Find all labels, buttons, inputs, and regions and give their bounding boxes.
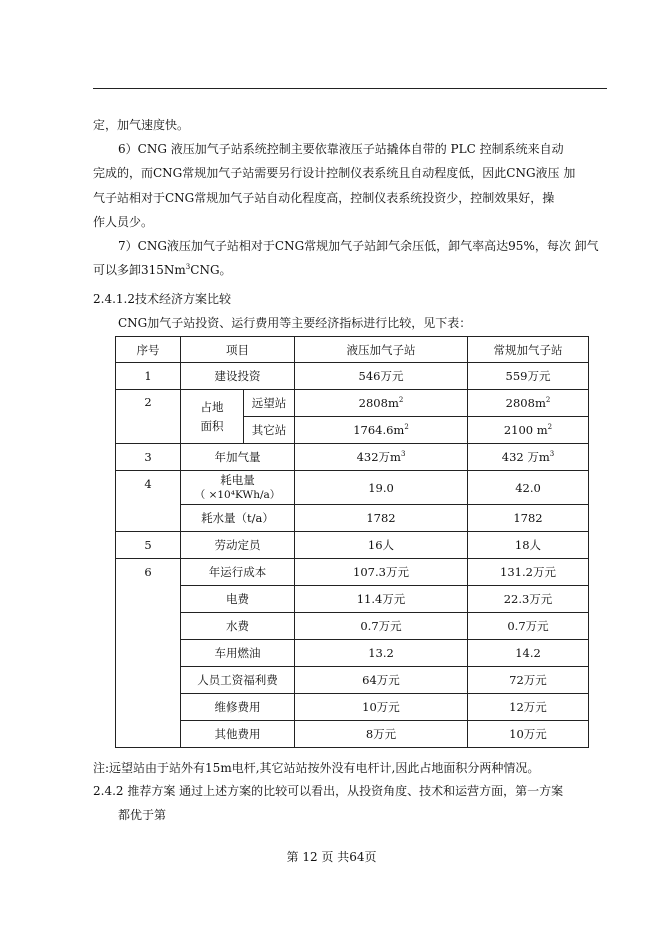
cell-hydraulic: 432万$m^3$ (295, 444, 468, 471)
cell-conventional: 2100 $m^2$ (468, 417, 589, 444)
cell-item: 电费 (181, 586, 295, 613)
cell-no: 1 (116, 363, 181, 390)
recommendation-line-1: 2.4.2 推荐方案 通过上述方案的比较可以看出，从投资角度、技术和运营方面，第一方案 (93, 784, 564, 798)
cell-subitem: 其它站 (244, 417, 295, 444)
header-item: 项目 (181, 337, 295, 363)
cell-conventional: 42.0 (468, 471, 589, 505)
table-note: 注:远望站由于站外有15m电杆,其它站站按外没有电杆计,因此占地面积分两种情况。 (93, 761, 540, 775)
table-row (116, 586, 589, 613)
table-row (116, 694, 589, 721)
cell-item: 其他费用 (181, 721, 295, 748)
cell-hydraulic: 1782 (295, 505, 468, 532)
cell-group: 占地 面积 (181, 390, 244, 444)
cell-conventional: 0.7万元 (468, 613, 589, 640)
cell-conventional: 14.2 (468, 640, 589, 667)
table-row (116, 471, 589, 505)
cell-no: 6 (116, 559, 181, 748)
section-heading: 2.4.1.2技术经济方案比较 (93, 292, 231, 306)
header-no: 序号 (116, 337, 181, 363)
cell-item: 年加气量 (181, 444, 295, 471)
para-line-5: 作人员少。 (93, 215, 154, 229)
cell-item: 耗电量 （ ×10⁴KWh/a） (181, 471, 295, 505)
cell-conventional: 72万元 (468, 667, 589, 694)
table-row (116, 667, 589, 694)
para-line-1: 定，加气速度快。 (93, 118, 190, 132)
cell-hydraulic: 10万元 (295, 694, 468, 721)
table-header-row (116, 337, 589, 363)
cell-conventional: 131.2万元 (468, 559, 589, 586)
cell-conventional: 18人 (468, 532, 589, 559)
header-hydraulic: 液压加气子站 (295, 337, 468, 363)
para-line-7: 可以多卸315Nm$^3$CNG。 (93, 263, 232, 277)
recommendation-line-2: 都优于第 (118, 808, 167, 822)
header-conventional: 常规加气子站 (468, 337, 589, 363)
table-row (116, 444, 589, 471)
cell-item: 建设投资 (181, 363, 295, 390)
para-line-4: 气子站相对于CNG常规加气子站自动化程度高，控制仪表系统投资少，控制效果好，操 (93, 191, 555, 205)
table-row (116, 559, 589, 586)
cell-item: 年运行成本 (181, 559, 295, 586)
header-rule (93, 88, 607, 89)
cell-hydraulic: 0.7万元 (295, 613, 468, 640)
cell-no: 5 (116, 532, 181, 559)
cell-conventional: 432 万$m^3$ (468, 444, 589, 471)
table-row (116, 721, 589, 748)
para-line-2: 6）CNG 液压加气子站系统控制主要依靠液压子站撬体自带的 PLC 控制系统来自动 (118, 142, 564, 156)
table-row (116, 613, 589, 640)
cell-hydraulic: 13.2 (295, 640, 468, 667)
cell-no: 4 (116, 471, 181, 532)
table-row (116, 640, 589, 667)
cell-hydraulic: 19.0 (295, 471, 468, 505)
cell-no: 2 (116, 390, 181, 444)
cell-no: 3 (116, 444, 181, 471)
cell-hydraulic: 546万元 (295, 363, 468, 390)
section-intro: CNG加气子站投资、运行费用等主要经济指标进行比较，见下表： (118, 316, 472, 330)
cell-conventional: 12万元 (468, 694, 589, 721)
cell-hydraulic: $1764.6m^2$ (295, 417, 468, 444)
para-line-3: 完成的，而CNG常规加气子站需要另行设计控制仪表系统且自动程度低，因此CNG液压 加 (93, 166, 576, 180)
table-row (116, 532, 589, 559)
cell-item: 人员工资福利费 (181, 667, 295, 694)
page-footer: 第 12 页 共64页 (286, 850, 377, 864)
cell-conventional: 10万元 (468, 721, 589, 748)
table-row (116, 390, 589, 417)
comparison-table (115, 336, 589, 748)
cell-hydraulic: 11.4万元 (295, 586, 468, 613)
para-line-6: 7）CNG液压加气子站相对于CNG常规加气子站卸气余压低，卸气率高达95%，每次 卸气 (118, 239, 599, 253)
cell-conventional: 1782 (468, 505, 589, 532)
cell-item: 劳动定员 (181, 532, 295, 559)
cell-hydraulic: 8万元 (295, 721, 468, 748)
cell-hydraulic: 64万元 (295, 667, 468, 694)
cell-conventional: $2808m^2$ (468, 390, 589, 417)
cell-item: 水费 (181, 613, 295, 640)
cell-conventional: 559万元 (468, 363, 589, 390)
cell-subitem: 远望站 (244, 390, 295, 417)
cell-item: 耗水量（t/a） (181, 505, 295, 532)
cell-hydraulic: 16人 (295, 532, 468, 559)
cell-hydraulic: $2808m^2$ (295, 390, 468, 417)
cell-conventional: 22.3万元 (468, 586, 589, 613)
cell-item: 车用燃油 (181, 640, 295, 667)
cell-hydraulic: 107.3万元 (295, 559, 468, 586)
table-row (116, 363, 589, 390)
table-row (116, 505, 589, 532)
cell-item: 维修费用 (181, 694, 295, 721)
